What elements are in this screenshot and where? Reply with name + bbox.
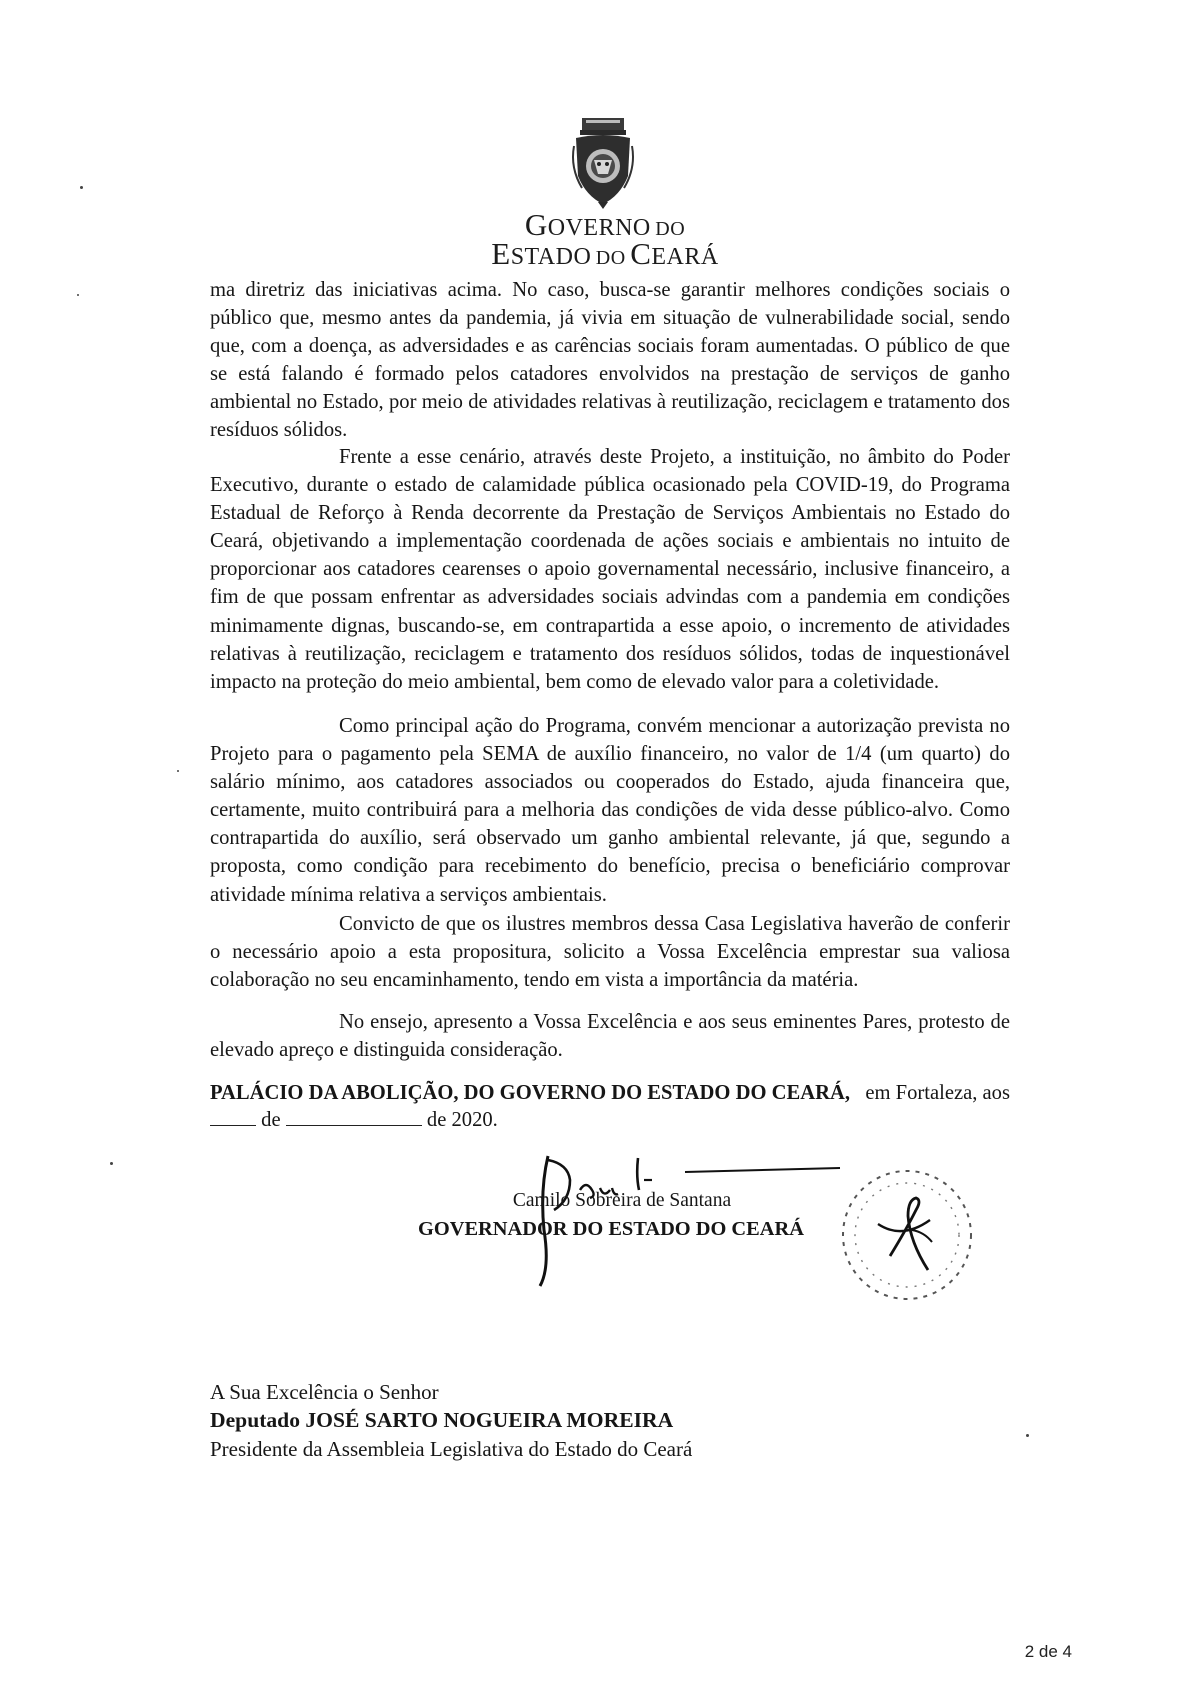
scan-speck xyxy=(77,294,79,296)
addressee-salutation: A Sua Excelência o Senhor xyxy=(210,1380,439,1404)
official-seal-stamp-icon xyxy=(832,1160,982,1310)
addressee-name: Deputado JOSÉ SARTO NOGUEIRA MOREIRA xyxy=(210,1408,674,1432)
page-number: 2 de 4 xyxy=(1024,1642,1072,1661)
letterhead-line-2: ESTADO DO CEARÁ xyxy=(491,236,719,271)
body-paragraph-2: Frente a esse cenário, através deste Projeto, a instituição, no âmbito do Poder Executivo, durante o estado de calamidade pública ocasionado pela COVID-19, do Programa Estadual de Reforço à Renda decorrente da Prestação de Serviços Ambientais no Estado do Ceará, objetivando a implementação coordenada de ações sociais e ambientais no intuito de proporcionar aos catadores cearenses o apoio governamental necessário, inclusive financeiro, a fim de que possam enfrentar as adversidades sociais advindas com a pandemia em condições minimamente dignas, buscando-se, em contrapartida a esse apoio, o incremento de atividades relativas à reutilização, reciclagem e tratamento dos resíduos sólidos, todas de inquestionável impacto na proteção do meio ambiental, bem como de elevado valor para a coletividade. xyxy=(210,446,1010,693)
day-blank xyxy=(210,1107,256,1126)
date-line xyxy=(210,1107,498,1132)
month-blank xyxy=(286,1107,422,1126)
palace-name: PALÁCIO DA ABOLIÇÃO, DO GOVERNO DO ESTADO DO CEARÁ, xyxy=(210,1082,850,1104)
closing-location: em Fortaleza, aos xyxy=(865,1082,1010,1104)
coat-of-arms-icon xyxy=(568,116,638,210)
body-paragraph-4: Convicto de que os ilustres membros dessa Casa Legislativa haverão de conferir o necessário apoio a esta propositura, solicito a Vossa Excelência emprestar sua valiosa colaboração no seu encaminhamento, tendo em vista a importância da matéria. xyxy=(210,913,1010,992)
letterhead-line-1: GOVERNO DO xyxy=(524,207,686,242)
body-paragraph-5: No ensejo, apresento a Vossa Excelência e aos seus eminentes Pares, protesto de elevado apreço e distinguida consideração. xyxy=(210,1011,1010,1062)
scan-speck xyxy=(80,186,83,189)
date-de-2: de 2020. xyxy=(426,1109,498,1131)
body-paragraph-1: ma diretriz das iniciativas acima. No caso, busca-se garantir melhores condições sociais o público que, mesmo antes da pandemia, já vivia em situação de vulnerabilidade social, sendo que, com a doença, as adversidades e as carências sociais foram aumentadas. O público de que se está falando é formado pelos catadores envolvidos na prestação de serviços de ganho ambiental no Estado, por meio de atividades relativas à reutilização, reciclagem e tratamento dos resíduos sólidos. xyxy=(210,279,1010,442)
scan-speck xyxy=(177,770,179,772)
scan-speck xyxy=(110,1162,113,1165)
scan-speck xyxy=(1026,1434,1029,1437)
signer-title: GOVERNADOR DO ESTADO DO CEARÁ xyxy=(418,1218,804,1240)
signer-name: Camilo Sobreira de Santana xyxy=(512,1190,732,1211)
addressee-position: Presidente da Assembleia Legislativa do Estado do Ceará xyxy=(210,1437,693,1461)
date-de-1: de xyxy=(261,1109,281,1131)
body-paragraph-3: Como principal ação do Programa, convém mencionar a autorização prevista no Projeto para o pagamento pela SEMA de auxílio financeiro, no valor de 1/4 (um quarto) do salário mínimo, aos catadores associados ou cooperados do Estado, ajuda financeira que, certamente, muito contribuirá para a melhoria das condições de vida desse público-alvo. Como contrapartida do auxílio, será observado um ganho ambiental relevante, já que, segundo a proposta, como condição para recebimento do benefício, precisa o beneficiário comprovar atividade mínima relativa a serviços ambientais. xyxy=(210,715,1010,906)
closing-line xyxy=(210,1080,1010,1106)
